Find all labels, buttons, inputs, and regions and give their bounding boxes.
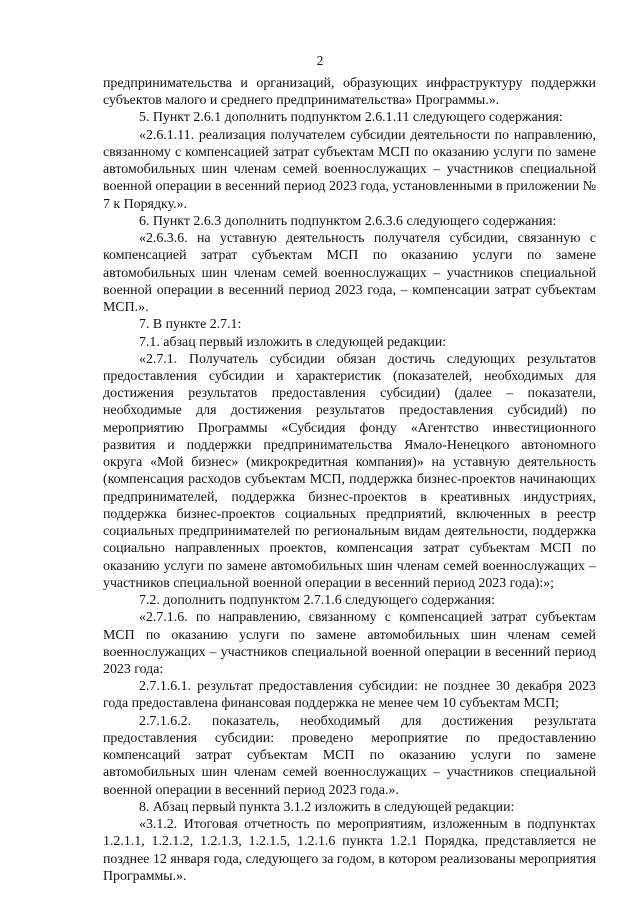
page-number: 2 — [316, 53, 324, 68]
paragraph-quote-3-1-2: «3.1.2. Итоговая отчетность по мероприятиям, изложенным в подпунктах 1.2.1.1, 1.2.1.2, 1.2.1.3, 1.2.1.5, 1.2.1.6 пункта 1.2.1 Порядка, представляется не позднее 12 января года, следующего за годом, в котором реализованы мероприятия Программы.». — [103, 817, 596, 884]
paragraph-item-5: 5. Пункт 2.6.1 дополнить подпунктом 2.6.1.11 следующего содержания: — [139, 110, 563, 126]
paragraph-2-7-1-6-2: 2.7.1.6.2. показатель, необходимый для достижения результата предоставления субсидии: проведено мероприятие по предоставлению компенсаций затрат субъектам МСП по оказанию услуги по замене автомобильных шин членам семей военнослужащих – участников специальной военной операции в весенний период 2023 года.». — [103, 713, 596, 798]
paragraph-quote-2-6-1-11: «2.6.1.11. реализация получателем субсидии деятельности по направлению, связанному с компенсацией затрат субъектам МСП по оказанию услуги по замене автомобильных шин членам семей военнослужащих – участников специальной военной операции в весенний период 2023 года, установленными в приложении № 7 к Порядку.». — [103, 127, 596, 212]
paragraph-item-8: 8. Абзац первый пункта 3.1.2 изложить в следующей редакции: — [139, 799, 515, 815]
paragraph-item-6: 6. Пункт 2.6.3 дополнить подпунктом 2.6.3.6 следующего содержания: — [139, 213, 557, 229]
paragraph-item-7-1: 7.1. абзац первый изложить в следующей редакции: — [139, 334, 447, 350]
paragraph-continuation: предпринимательства и организаций, образующих инфраструктуру поддержки субъектов малого и среднего предпринимательства» Программы.». — [103, 76, 596, 109]
paragraph-quote-2-7-1-6: «2.7.1.6. по направлению, связанному с компенсацией затрат субъектам МСП по оказанию услуги по замене автомобильных шин членам семей военнослужащих – участников специальной военной операции в весенний период 2023 года: — [103, 610, 596, 677]
paragraph-quote-2-6-3-6: «2.6.3.6. на уставную деятельность получателя субсидии, связанную с компенсацией затрат субъектам МСП по оказанию услуги по замене автомобильных шин членам семей военнослужащих – участников специальной военной операции в весенний период 2023 года, – компенсации затрат субъектам МСП.». — [103, 231, 596, 316]
paragraph-item-7: 7. В пункте 2.7.1: — [139, 317, 242, 333]
paragraph-2-7-1-6-1: 2.7.1.6.1. результат предоставления субсидии: не позднее 30 декабря 2023 года предоставлена финансовая поддержка не менее чем 10 субъектам МСП; — [103, 679, 596, 712]
paragraph-item-7-2: 7.2. дополнить подпунктом 2.7.1.6 следующего содержания: — [139, 593, 495, 609]
document-body — [103, 75, 596, 885]
paragraph-quote-2-7-1: «2.7.1. Получатель субсидии обязан достичь следующих результатов предоставления субсидии и характеристик (показателей, необходимых для достижения результатов предоставления субсидии) (далее – показатели, необходимые для достижения результатов предоставления субсидий) по мероприятию Программы «Субсидия фонду «Агентство инвестиционного развития и поддержки предпринимательства Ямало-Ненецкого автономного округа «Мой бизнес» (микрокредитная компания)» на уставную деятельность (компенсация расходов субъектам МСП, поддержка бизнес-проектов начинающих предпринимателей, поддержка бизнес-проектов в креативных индустриях, поддержка бизнес-проектов социальных предприятий, включенных в реестр социальных предпринимателей по региональным видам деятельности, поддержка социально направленных проектов, компенсация затрат субъектам МСП по оказанию услуги по замене автомобильных шин членам семей военнослужащих – участников специальной военной операции в весенний период 2023 года):»; — [103, 351, 596, 591]
